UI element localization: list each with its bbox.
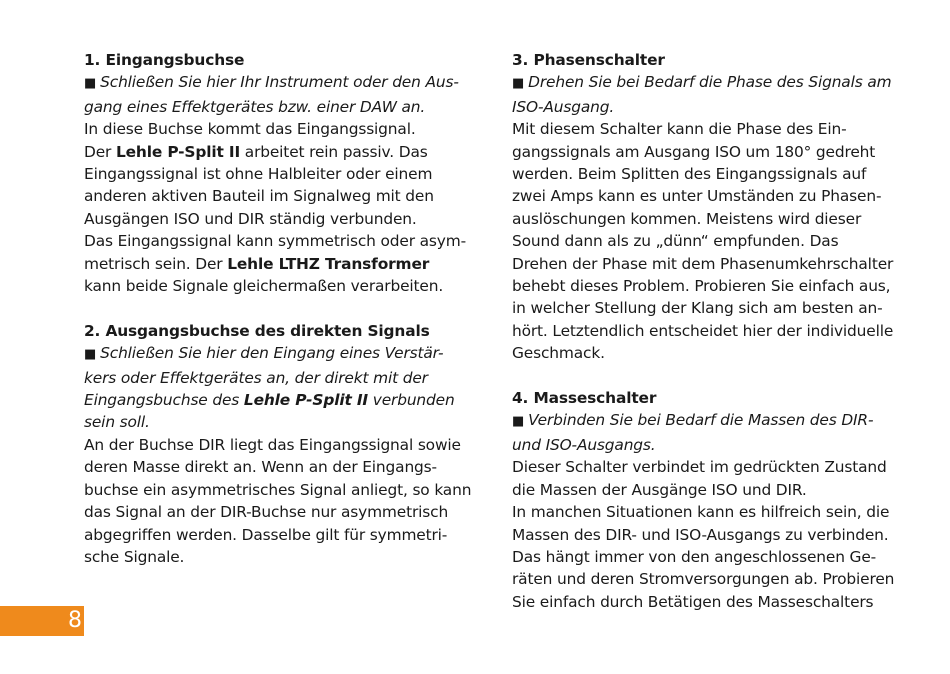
text-run: in welcher Stellung der Klang sich am besten an- [512, 299, 883, 318]
body-line [84, 275, 486, 297]
body-line [512, 456, 914, 478]
text-run: sein soll. [84, 413, 150, 432]
instruction-line [512, 409, 914, 433]
instruction-line [84, 71, 486, 95]
section-heading: 2. Ausgangsbuchse des direkten Signals [84, 321, 430, 340]
body-line [512, 185, 914, 207]
text-run: behebt dieses Problem. Probieren Sie einfach aus, [512, 277, 891, 296]
text-run: räten und deren Stromversorgungen ab. Probieren [512, 570, 895, 589]
product-name: Lehle LTHZ Transformer [227, 254, 430, 273]
text-run: Drehen der Phase mit dem Phasenumkehrschalter [512, 254, 894, 273]
left-column [84, 49, 486, 568]
text-run: kers oder Effektgerätes an, der direkt mit der [84, 368, 428, 387]
text-run: Schließen Sie hier Ihr Instrument oder den Aus- [100, 73, 459, 92]
text-run: Schließen Sie hier den Eingang eines Verstär- [100, 344, 444, 363]
text-run: Mit diesem Schalter kann die Phase des Ein- [512, 120, 847, 139]
body-line [512, 141, 914, 163]
text-run: sche Signale. [84, 547, 185, 566]
instruction-line [84, 411, 486, 433]
body-line [84, 230, 486, 252]
instruction-line [512, 71, 914, 95]
text-run: hört. Letztendlich entscheidet hier der individuelle [512, 321, 894, 340]
product-name: Lehle P-Split II [115, 142, 241, 161]
text-run: ISO-Ausgang. [512, 97, 615, 116]
text-run: arbeitet rein passiv. Das [240, 142, 428, 161]
text-run: An der Buchse DIR liegt das Eingangssignal sowie [84, 435, 461, 454]
body-line [512, 524, 914, 546]
body-line [84, 501, 486, 523]
instruction-line [84, 367, 486, 389]
text-run: Der [84, 142, 116, 161]
section-heading: 3. Phasenschalter [512, 51, 665, 69]
text-run: anderen aktiven Bauteil im Signalweg mit den [84, 187, 434, 206]
section-spacer [512, 365, 914, 387]
body-line [84, 546, 486, 568]
body-line [84, 185, 486, 207]
instruction-line [84, 342, 486, 366]
body-line [512, 320, 914, 342]
text-run: Geschmack. [512, 344, 605, 363]
text-run: metrisch sein. Der [84, 254, 228, 273]
body-line [512, 230, 914, 252]
text-run: auslöschungen kommen. Meistens wird dieser [512, 209, 862, 228]
body-line [512, 479, 914, 501]
body-line [512, 275, 914, 297]
body-line [84, 208, 486, 230]
text-run: Sound dann als zu „dünn“ empfunden. Das [512, 232, 839, 251]
text-run: verbunden [368, 391, 455, 410]
text-run: Das Eingangssignal kann symmetrisch oder asym- [84, 232, 467, 251]
text-run: Eingangsbuchse des [84, 391, 244, 410]
text-run: Ausgängen ISO und DIR ständig verbunden. [84, 209, 417, 228]
text-run: werden. Beim Splitten des Eingangssignals auf [512, 165, 867, 184]
body-line [512, 546, 914, 568]
square-bullet-icon: ■ [512, 414, 525, 430]
text-run: Das hängt immer von den angeschlossenen Ge- [512, 547, 877, 566]
product-name: Lehle P-Split II [243, 391, 369, 410]
text-run: Verbinden Sie bei Bedarf die Massen des DIR- [528, 411, 874, 430]
body-line [84, 253, 486, 275]
text-run: und ISO-Ausgangs. [512, 435, 656, 454]
instruction-line [512, 434, 914, 456]
instruction-line [84, 389, 486, 411]
text-run: In diese Buchse kommt das Eingangssignal. [84, 120, 416, 139]
square-bullet-icon: ■ [84, 347, 97, 363]
text-run: gangssignals am Ausgang ISO um 180° gedreht [512, 142, 876, 161]
text-run: In manchen Situationen kann es hilfreich sein, die [512, 503, 890, 522]
body-line [512, 118, 914, 140]
text-run: Sie einfach durch Betätigen des Masseschalters [512, 592, 874, 611]
text-run: Eingangssignal ist ohne Halbleiter oder einem [84, 165, 433, 184]
right-column [512, 49, 914, 613]
square-bullet-icon: ■ [84, 76, 97, 92]
text-run: buchse ein asymmetrisches Signal anliegt, so kann [84, 480, 472, 499]
text-run: abgegriffen werden. Dasselbe gilt für symmetri- [84, 525, 448, 544]
body-line [512, 342, 914, 364]
body-line [512, 163, 914, 185]
body-line [84, 118, 486, 140]
text-run: Massen des DIR- und ISO-Ausgangs zu verbinden. [512, 525, 889, 544]
text-run: zwei Amps kann es unter Umständen zu Phasen- [512, 187, 882, 206]
page-number: 8 [68, 608, 82, 633]
body-line [84, 456, 486, 478]
text-run: kann beide Signale gleichermaßen verarbeiten. [84, 277, 444, 296]
body-line [512, 253, 914, 275]
body-line [84, 524, 486, 546]
text-run: deren Masse direkt an. Wenn an der Eingangs- [84, 458, 437, 477]
section-heading: 1. Eingangsbuchse [84, 51, 245, 69]
body-line [512, 208, 914, 230]
body-line [512, 297, 914, 319]
body-line [512, 591, 914, 613]
body-line [84, 479, 486, 501]
body-line [512, 568, 914, 590]
square-bullet-icon: ■ [512, 76, 525, 92]
text-run: Drehen Sie bei Bedarf die Phase des Signals am [528, 73, 892, 92]
instruction-line [512, 96, 914, 118]
section-heading: 4. Masseschalter [512, 389, 657, 408]
body-line [84, 141, 486, 163]
page-number-tab [0, 606, 84, 636]
text-run: Dieser Schalter verbindet im gedrückten Zustand [512, 458, 887, 477]
body-line [84, 434, 486, 456]
section-spacer [84, 297, 486, 319]
instruction-line [84, 96, 486, 118]
body-line [512, 501, 914, 523]
text-run: das Signal an der DIR-Buchse nur asymmetrisch [84, 503, 449, 522]
text-run: gang eines Effektgerätes bzw. einer DAW an. [84, 97, 426, 116]
body-line [84, 163, 486, 185]
text-run: die Massen der Ausgänge ISO und DIR. [512, 480, 807, 499]
